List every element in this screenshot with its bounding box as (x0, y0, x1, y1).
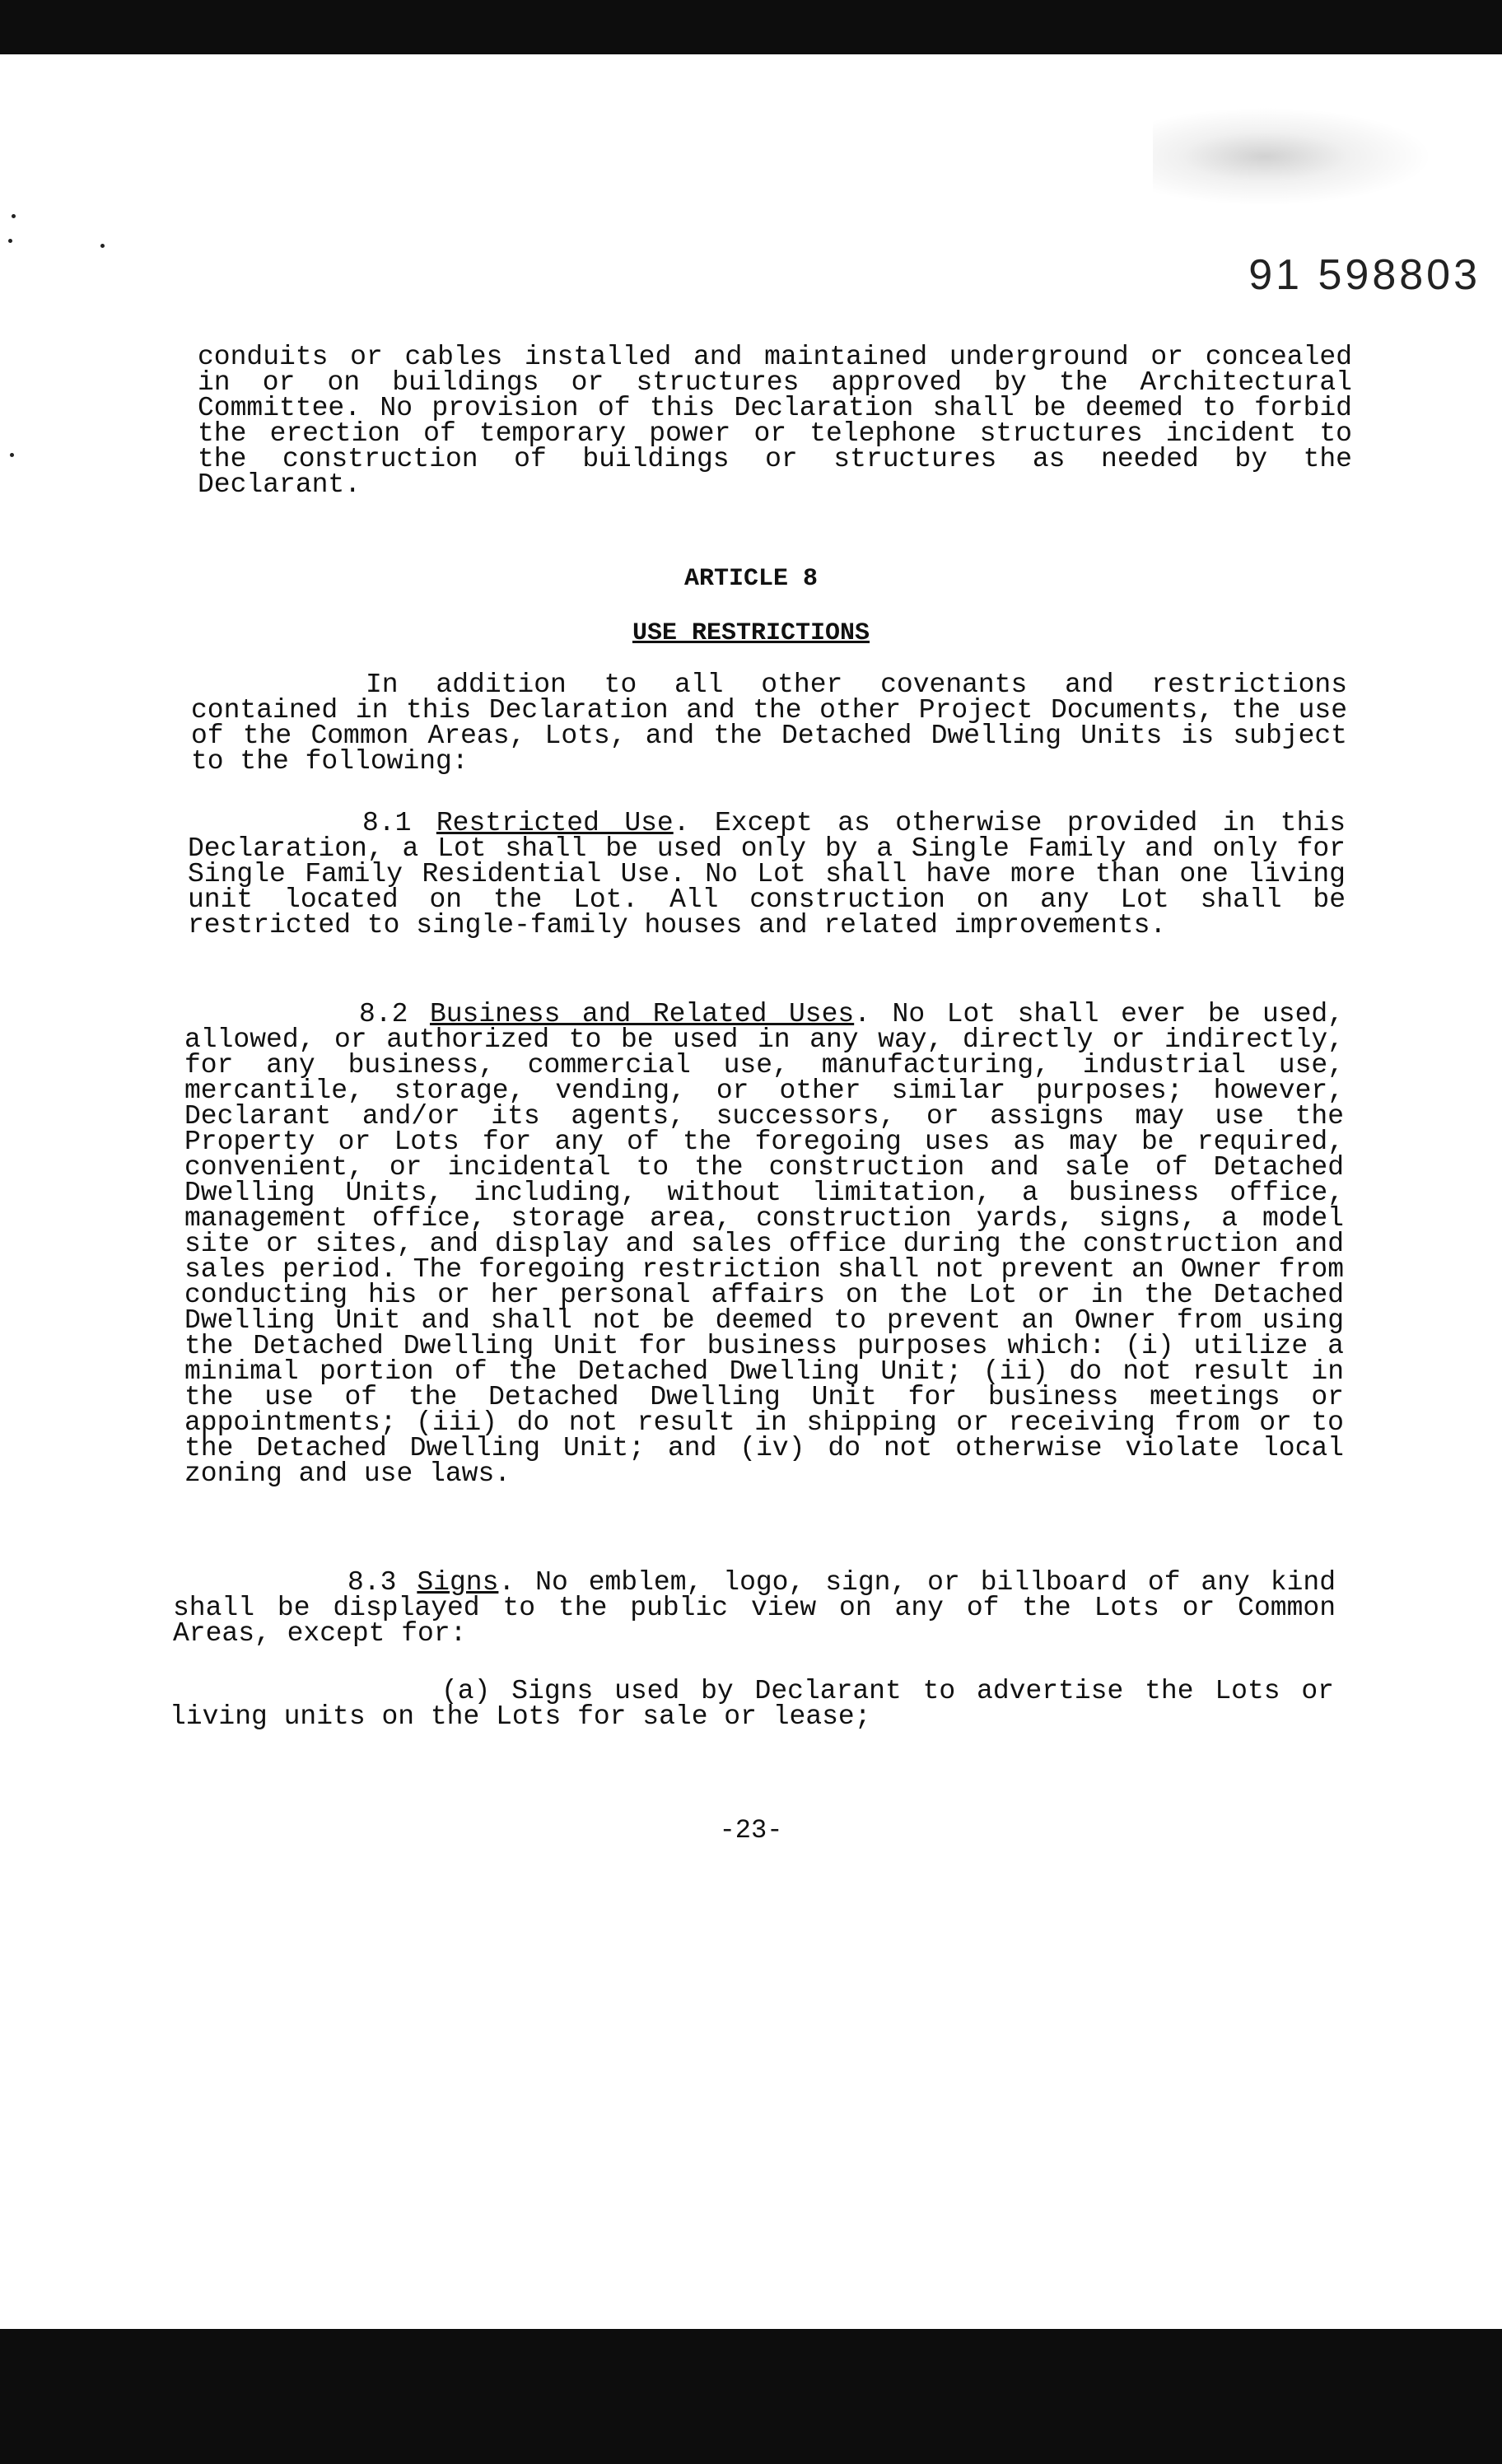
article-title: USE RESTRICTIONS (632, 619, 870, 647)
article-intro-paragraph: In addition to all other covenants and restrictions contained in this Declaration and the other Project Documents, the use of the Common Areas, Lots, and the Detached Dwelling Units is subject to the following: (191, 670, 1347, 777)
section-text: No emblem, logo, sign, or billboard of any kind shall be displayed to the public view on any of the Lots or Common Areas, except for: (173, 1567, 1336, 1649)
subsection-a: (a) Signs used by Declarant to advertise the Lots or living units on the Lots for sale or lease; (170, 1676, 1334, 1732)
page-number: -23- (719, 1815, 783, 1846)
section-8-1: 8.1 Restricted Use. Except as otherwise provided in this Declaration, a Lot shall be used only by a Single Family and only for Single Family Residential Use. No Lot shall have more than one living unit located on the Lot. All construction on any Lot shall be restricted to single-family houses and related improvements. (188, 808, 1346, 940)
section-heading: Business and Related Uses (429, 999, 855, 1029)
scan-border-bottom (0, 2329, 1502, 2464)
section-heading: Signs (417, 1567, 499, 1598)
section-8-3: 8.3 Signs. No emblem, logo, sign, or billboard of any kind shall be displayed to the public view on any of the Lots or Common Areas, except for: (173, 1567, 1336, 1649)
section-text: No Lot shall ever be used, allowed, or authorized to be used in any way, directly or indirectly, for any business, commercial use, manufacturing, industrial use, mercantile, storage, vending, or other similar purposes; however, Declarant and/or its agents, successors, or assigns may use the Property or Lots for any of the foregoing uses as may be required, convenient, or incidental to the construction and sale of Detached Dwelling Units, including, without limitation, a business office, management office, storage area, construction yards, signs, a model site or sites, and display and sales office during the construction and sales period. The foregoing restriction shall not prevent an Owner from conducting his or her personal affairs on the Lot or in the Detached Dwelling Unit and shall not be deemed to prevent an Owner from using the Detached Dwelling Unit for business purposes which: (i) utilize a minimal portion of the Detached Dwelling Unit; (ii) do not result in the use of the Detached Dwelling Unit for business meetings or appointments; (iii) do not result in shipping or receiving from or to the Detached Dwelling Unit; and (iv) do not otherwise violate local zoning and use laws. (184, 999, 1344, 1489)
section-number: 8.3 (348, 1567, 397, 1598)
scan-border-top (0, 0, 1502, 54)
intro-paragraph: conduits or cables installed and maintained underground or concealed in or on buildings or structures approved by the Architectural Committee. No provision of this Declaration shall be deemed to forbid the erection of temporary power or telephone structures incident to the construction of buildings or structures as needed by the Declarant. (198, 342, 1352, 500)
section-number: 8.2 (359, 999, 408, 1029)
scan-specks (0, 214, 33, 544)
section-heading: Restricted Use (436, 808, 674, 838)
document-number: 91 598803 (1248, 251, 1481, 299)
section-text: Except as otherwise provided in this Declaration, a Lot shall be used only by a Single Family and only for Single Family Residential Use. No Lot shall have more than one living unit located on the Lot. All construction on any Lot shall be restricted to single-family houses and related improvements. (188, 808, 1346, 940)
article-number: ARTICLE 8 (683, 565, 819, 593)
section-number: 8.1 (362, 808, 412, 838)
section-8-2: 8.2 Business and Related Uses. No Lot shall ever be used, allowed, or authorized to be used in any way, directly or indirectly, for any business, commercial use, manufacturing, industrial use, mercantile, storage, vending, or other similar purposes; however, Declarant and/or its agents, successors, or assigns may use the Property or Lots for any of the foregoing uses as may be required, convenient, or incidental to the construction and sale of Detached Dwelling Units, including, without limitation, a business office, management office, storage area, construction yards, signs, a model site or sites, and display and sales office during the construction and sales period. The foregoing restriction shall not prevent an Owner from conducting his or her personal affairs on the Lot or in the Detached Dwelling Unit and shall not be deemed to prevent an Owner from using the Detached Dwelling Unit for business purposes which: (i) utilize a minimal portion of the Detached Dwelling Unit; (ii) do not result in the use of the Detached Dwelling Unit for business meetings or appointments; (iii) do not result in shipping or receiving from or to the Detached Dwelling Unit; and (iv) do not otherwise violate local zoning and use laws. (184, 999, 1344, 1489)
scan-smudge (1153, 107, 1433, 206)
